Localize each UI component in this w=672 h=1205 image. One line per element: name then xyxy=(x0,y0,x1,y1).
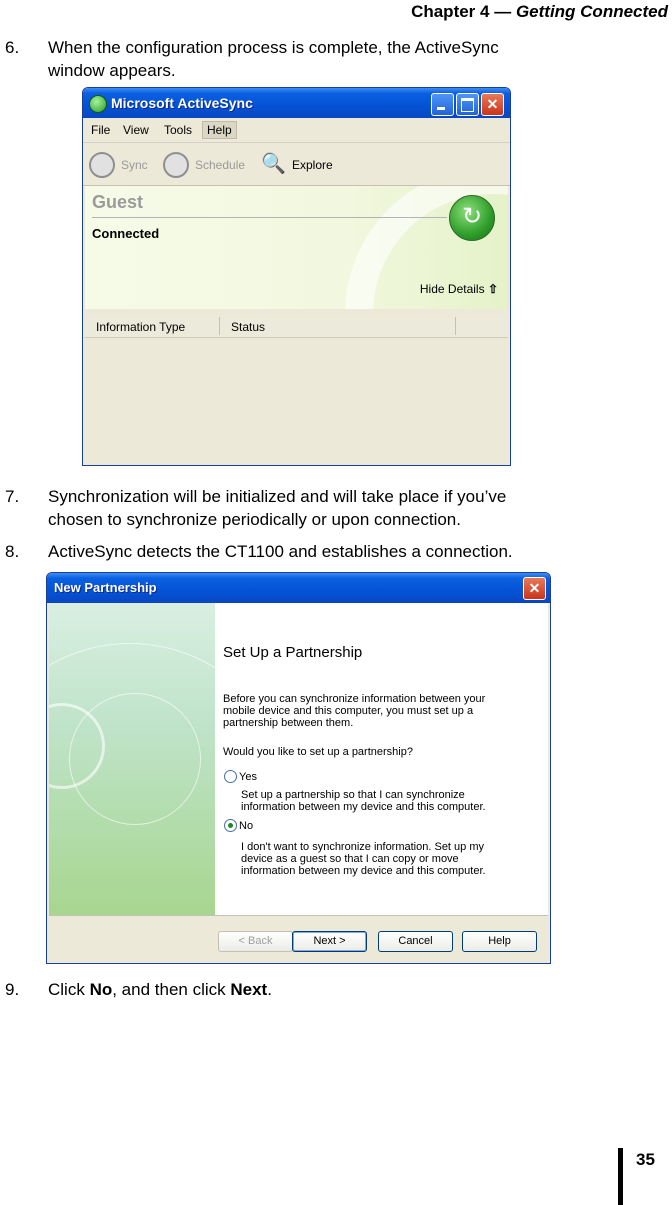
activesync-window xyxy=(82,87,511,466)
list-header xyxy=(85,315,508,338)
wizard-heading: Set Up a Partnership xyxy=(223,644,363,661)
hide-details-link[interactable] xyxy=(420,282,498,296)
intro-line: partnership between them. xyxy=(223,717,354,729)
chapter-title: Getting Connected xyxy=(515,2,668,21)
step-text xyxy=(48,978,272,1001)
step-line: chosen to synchronize periodically or upon connection. xyxy=(48,510,461,529)
maximize-icon xyxy=(461,98,474,112)
yes-description xyxy=(241,789,511,813)
step-line: When the configuration process is complete, the ActiveSync xyxy=(48,38,499,57)
window-title: Microsoft ActiveSync xyxy=(111,95,253,111)
activesync-app-icon xyxy=(89,95,107,113)
sync-status-icon[interactable]: ↻ xyxy=(449,195,495,241)
dialog-titlebar[interactable] xyxy=(47,573,550,603)
wizard-content xyxy=(215,603,548,915)
sync-icon xyxy=(89,152,115,178)
step-number: 6. xyxy=(5,38,20,57)
menu-file[interactable]: File xyxy=(91,123,111,137)
step-text: ActiveSync detects the CT1100 and establishes a connection. xyxy=(48,542,513,561)
step-number: 7. xyxy=(5,487,20,506)
maximize-button[interactable] xyxy=(456,93,479,116)
yes-label[interactable]: Yes xyxy=(239,771,257,783)
new-partnership-dialog xyxy=(46,572,551,964)
menu-help[interactable]: Help xyxy=(202,121,237,139)
step-text-part: . xyxy=(267,980,272,999)
intro-line: Before you can synchronize information between your xyxy=(223,693,486,705)
menu-view[interactable]: View xyxy=(123,123,149,137)
chapter-header xyxy=(411,2,668,22)
minimize-button[interactable] xyxy=(431,93,454,116)
step-line: window appears. xyxy=(48,61,176,80)
hide-details-label: Hide Details xyxy=(419,282,485,296)
no-desc-line: I don't want to synchronize information. Set up my xyxy=(241,841,484,853)
explore-button[interactable]: Explore xyxy=(292,158,333,172)
menu-bar xyxy=(83,118,510,143)
wizard-sidebar-graphic xyxy=(49,603,215,915)
column-information-type[interactable]: Information Type xyxy=(96,320,186,334)
step-text xyxy=(48,485,506,531)
close-icon: ✕ xyxy=(486,96,499,112)
step-bold-no: No xyxy=(89,980,113,999)
step-number: 8. xyxy=(5,542,20,561)
chapter-label: Chapter 4 — xyxy=(411,2,512,21)
menu-tools[interactable]: Tools xyxy=(164,123,193,137)
page-marker-bar xyxy=(618,1148,623,1205)
step-text-part: Click xyxy=(48,980,90,999)
device-name: Guest xyxy=(92,192,144,212)
information-list[interactable] xyxy=(85,338,508,463)
step-line: Synchronization will be initialized and will take place if you’ve xyxy=(48,487,507,506)
yes-desc-line: information between my device and this computer. xyxy=(241,801,486,813)
step-text xyxy=(48,36,499,82)
minimize-icon xyxy=(437,107,445,110)
divider xyxy=(92,217,447,218)
column-separator xyxy=(455,317,456,335)
dialog-title: New Partnership xyxy=(54,580,157,595)
yes-radio[interactable] xyxy=(224,770,237,783)
column-status[interactable]: Status xyxy=(231,320,266,334)
page-number: 35 xyxy=(636,1150,655,1169)
close-button[interactable] xyxy=(481,93,504,116)
double-chevron-up-icon: ⇧ xyxy=(487,282,498,296)
sync-button[interactable]: Sync xyxy=(121,158,148,172)
next-button[interactable]: Next > xyxy=(292,931,367,952)
step-text-part: , and then click xyxy=(112,980,231,999)
no-desc-line: device as a guest so that I can copy or move xyxy=(241,853,459,865)
schedule-button[interactable]: Schedule xyxy=(195,158,246,172)
no-radio[interactable] xyxy=(224,819,237,832)
column-separator xyxy=(219,317,220,335)
step-number: 9. xyxy=(5,980,20,999)
dialog-close-button[interactable] xyxy=(523,577,546,600)
cancel-button[interactable]: Cancel xyxy=(378,931,453,952)
no-description xyxy=(241,841,511,877)
schedule-clock-icon xyxy=(163,152,189,178)
explore-magnifier-icon: 🔍 xyxy=(261,153,286,175)
no-label[interactable]: No xyxy=(239,820,254,832)
activesync-titlebar[interactable] xyxy=(83,88,510,118)
intro-line: mobile device and this computer, you must set up a xyxy=(223,705,474,717)
back-button[interactable]: < Back xyxy=(218,931,293,952)
help-button[interactable]: Help xyxy=(462,931,537,952)
step-bold-next: Next xyxy=(230,980,268,999)
intro-text xyxy=(223,693,493,729)
no-desc-line: information between my device and this computer. xyxy=(241,865,486,877)
device-status-panel xyxy=(85,186,508,309)
question-text: Would you like to set up a partnership? xyxy=(223,746,413,758)
close-icon: ✕ xyxy=(528,580,541,596)
connection-status: Connected xyxy=(92,226,160,241)
toolbar xyxy=(83,143,510,186)
wizard-footer xyxy=(49,915,548,961)
yes-desc-line: Set up a partnership so that I can synchronize xyxy=(241,789,465,801)
